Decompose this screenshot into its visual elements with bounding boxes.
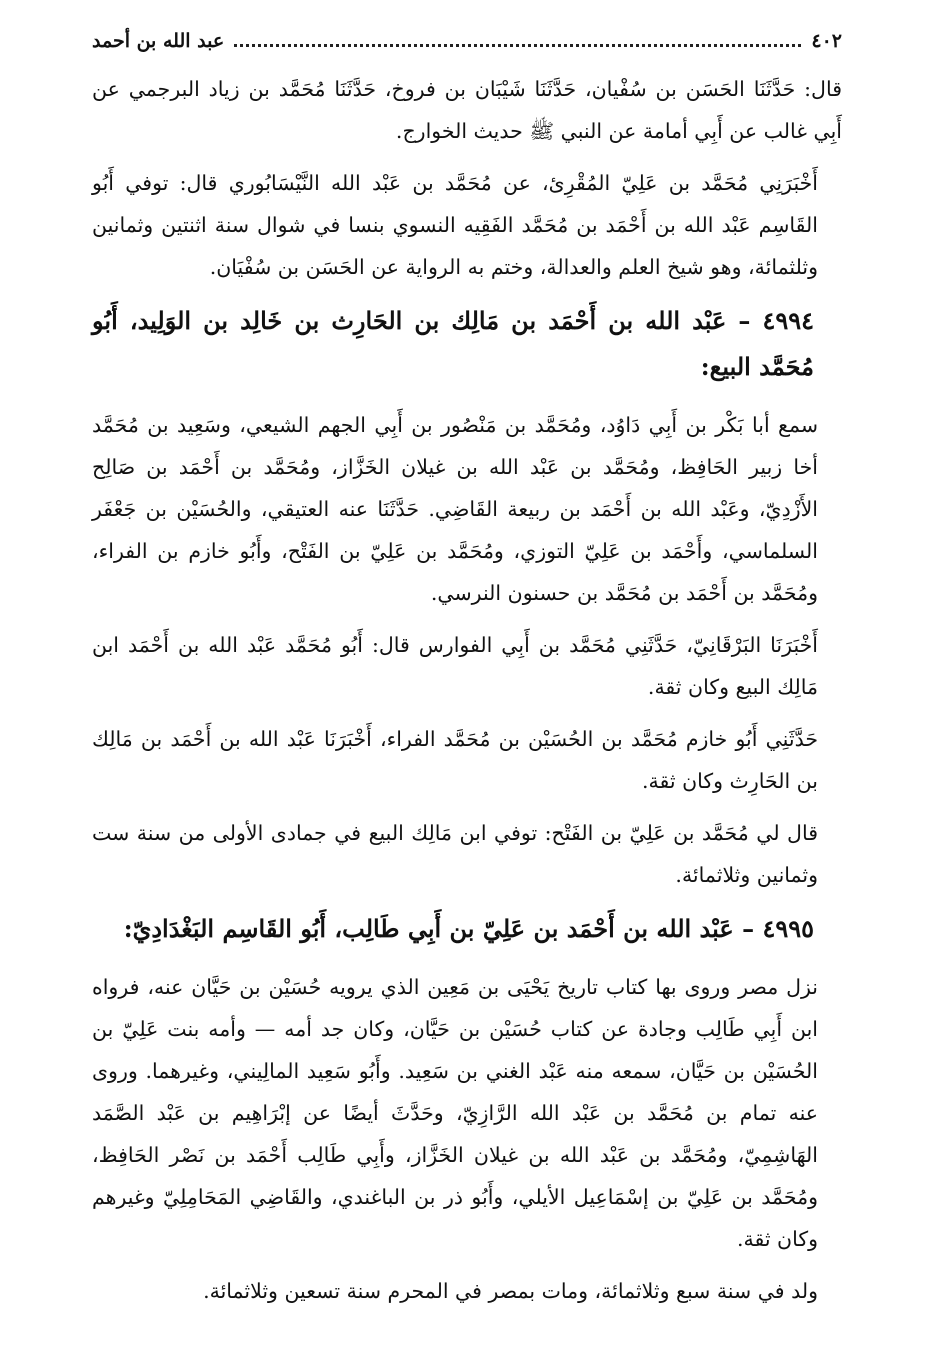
paragraph-hadith-khawarij: قال: حَدَّثَنَا الحَسَن بن سُفْيان، حَدَّثَنَا شَيْبَان بن فروخ، حَدَّثَنَا مُحَمَّد بن زياد البرجمي عن أَبِي غالب عن أَبِي أمامة عن النبي ﷺ حديث الخوارج.	[92, 77, 842, 143]
entry-number: ٤٩٩٥	[762, 914, 814, 943]
page-number: ٤٠٢	[811, 30, 842, 52]
paragraph-biography-ibn-abi-talib: نزل مصر وروى بها كتاب تاريخ يَحْيَى بن مَعِين الذي يرويه حُسَيْن بن حَيَّان عنه، فرواه ابن أَبِي طَالِب وجادة عن كتاب حُسَيْن بن حَيَّان، وكان جد أمه — وأمه بنت عَلِيّ بن الحُسَيْن بن حَيَّان، سمعه منه عَبْد الغني بن سَعِيد. وأَبُو سَعِيد المالِيني، وغيرهما. وروى عنه تمام بن مُحَمَّد بن عَبْد الله الرَّازِيّ، وحَدَّثَ أيضًا عن إبْرَاهِيم بن عَبْد الصَّمَد الهَاشِمِيّ، ومُحَمَّد بن عَبْد الله بن غيلان الخَزَّاز، وأَبِي طَالِب أَحْمَد بن نَصْر الحَافِظ، ومُحَمَّد بن عَلِيّ بن إسْمَاعِيل الأيلي، وأَبُو ذر بن الباغندي، والقَاضِي المَحَامِلِيّ وغيرهم وكان ثقة.	[92, 975, 818, 1251]
header-leader-dots	[234, 30, 801, 47]
book-page	[92, 30, 842, 1322]
entry-number: ٤٩٩٤	[762, 306, 814, 335]
entry-heading-4994	[92, 298, 842, 390]
page-header	[92, 30, 842, 68]
paragraph-teachers-students: سمع أبا بَكْر بن أَبِي دَاوُد، ومُحَمَّد بن مَنْصُور بن أَبِي الجهم الشيعي، وسَعِيد بن مُحَمَّد أخا زبير الحَافِظ، ومُحَمَّد بن عَبْد الله بن غيلان الخَزَّاز، ومُحَمَّد بن أَحْمَد بن صَالِح الأَزْدِيّ، وعَبْد الله بن أَحْمَد بن ربيعة القَاضِي. حَدَّثَنَا عنه العتيقي، والحُسَيْن بن جَعْفَر السلماسي، وأَحْمَد بن عَلِيّ التوزي، ومُحَمَّد بن عَلِيّ بن الفَتْح، وأَبُو خازم بن الفراء، ومُحَمَّد بن أَحْمَد بن مُحَمَّد بن حسنون النرسي.	[92, 413, 818, 605]
paragraph-death-ibn-malik: قال لي مُحَمَّد بن عَلِيّ بن الفَتْح: توفي ابن مَالِك البيع في جمادى الأولى من سنة ست وثمانين وثلاثمائة.	[92, 821, 818, 887]
paragraph-barqani-report: أَخْبَرَنَا البَرْقَانِيّ، حَدَّثَنِي مُحَمَّد بن أَبِي الفوارس قال: أَبُو مُحَمَّد عَبْد الله بن أَحْمَد ابن مَالِك البيع وكان ثقة.	[92, 633, 818, 699]
entry-title: – عَبْد الله بن أَحْمَد بن مَالِك بن الحَارِث بن خَالِد بن الوَلِيد، أَبُو مُحَمَّد البيع:	[92, 306, 814, 381]
running-title: عبد الله بن أحمد	[92, 30, 225, 52]
entry-heading-4995	[92, 906, 842, 952]
paragraph-birth-death: ولد في سنة سبع وثلاثمائة، ومات بمصر في المحرم سنة تسعين وثلاثمائة.	[203, 1279, 818, 1303]
paragraph-death-abu-qasim-nasawi: أَخْبَرَنِي مُحَمَّد بن عَلِيّ المُقْرِئ، عن مُحَمَّد بن عَبْد الله النَّيْسَابُوري قال: توفي أَبُو القَاسِم عَبْد الله بن أَحْمَد بن مُحَمَّد الفَقِيه النسوي بنسا في شوال سنة اثنتين وثمانين وثلثمائة، وهو شيخ العلم والعدالة، وختم به الرواية عن الحَسَن بن سُفْيَان.	[92, 171, 818, 279]
entry-title: – عَبْد الله بن أَحْمَد بن عَلِيّ بن أَبِي طَالِب، أَبُو القَاسِم البَغْدَادِيّ:	[123, 914, 755, 943]
paragraph-abu-khazim-report: حَدَّثَنِي أَبُو خازم مُحَمَّد بن الحُسَيْن بن مُحَمَّد الفراء، أَخْبَرَنَا عَبْد الله بن أَحْمَد بن مَالِك بن الحَارِث وكان ثقة.	[92, 727, 818, 793]
